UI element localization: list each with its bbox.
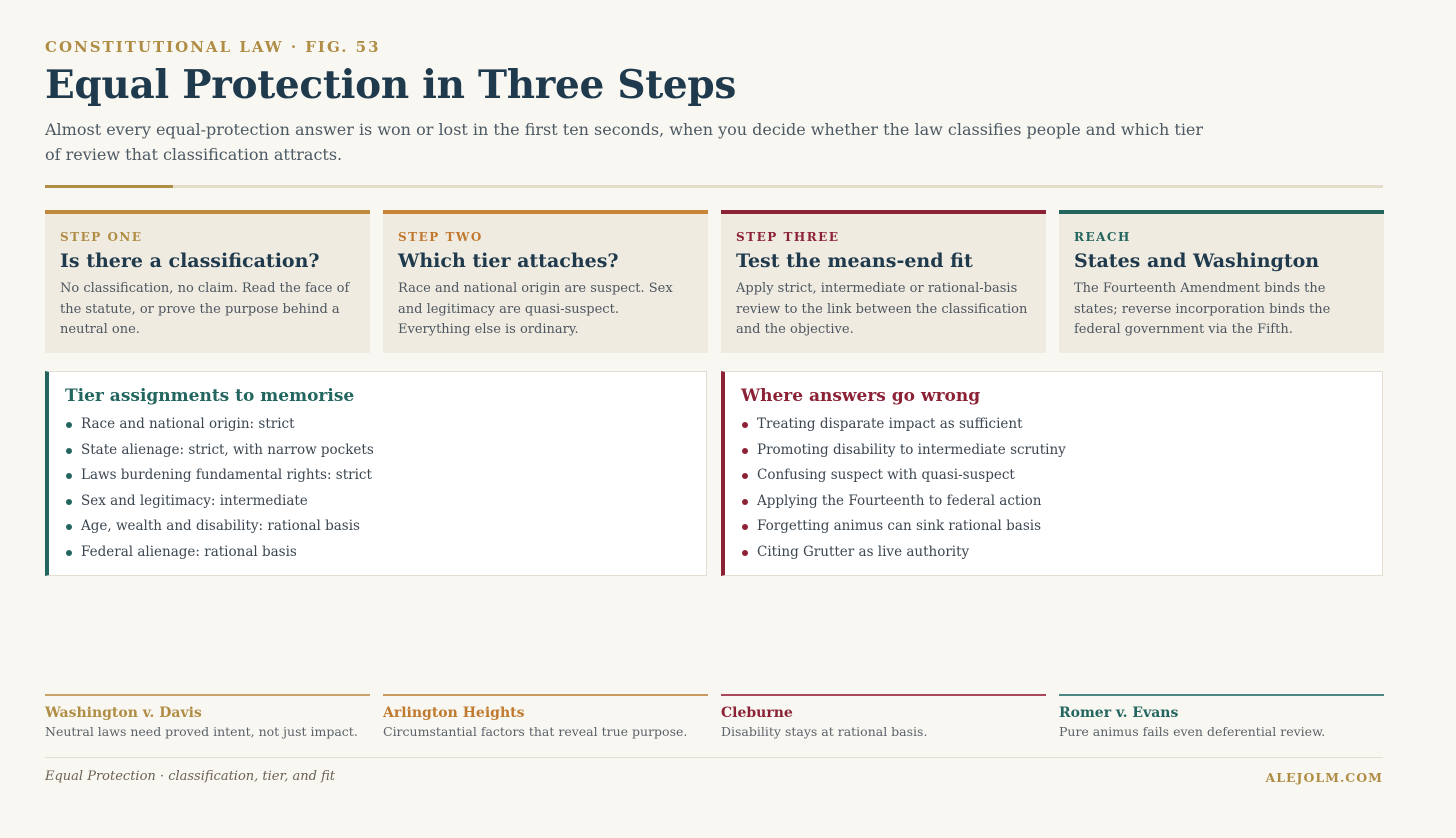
footer-divider — [45, 757, 1383, 758]
footer-caption: Equal Protection · classification, tier, and fit — [45, 769, 336, 784]
list-item: Race and national origin: strict — [65, 412, 690, 438]
divider-accent — [45, 185, 173, 188]
tier-assignments-panel — [45, 371, 707, 576]
list-item: Age, wealth and disability: rational basis — [65, 514, 690, 540]
step-label: STEP THREE — [736, 230, 840, 244]
list-item: Treating disparate impact as sufficient — [741, 412, 1366, 438]
common-errors-panel — [721, 371, 1383, 576]
list-item: State alienage: strict, with narrow pockets — [65, 438, 690, 464]
case-name: Romer v. Evans — [1059, 705, 1179, 721]
step-title: Which tier attaches? — [398, 250, 619, 272]
step-title: Test the means-end fit — [736, 250, 973, 272]
case-note: Disability stays at rational basis. — [721, 724, 928, 739]
case-note: Circumstantial factors that reveal true purpose. — [383, 724, 688, 739]
step-card-two — [383, 210, 708, 353]
step-title: Is there a classification? — [60, 250, 320, 272]
page-title: Equal Protection in Three Steps — [45, 62, 737, 108]
case-name: Cleburne — [721, 705, 793, 721]
case-card — [45, 694, 370, 739]
case-note: Pure animus fails even deferential review. — [1059, 724, 1326, 739]
errors-list — [741, 412, 1366, 565]
list-item: Federal alienage: rational basis — [65, 540, 690, 566]
step-body: No classification, no claim. Read the face of the statute, or prove the purpose behind a neutral one. — [60, 281, 350, 337]
step-label: STEP TWO — [398, 230, 483, 244]
step-title: States and Washington — [1074, 250, 1320, 272]
page-subtitle: Almost every equal-protection answer is won or lost in the first ten seconds, when you decide whether the law classifies people and which tier of review that classification attracts. — [45, 120, 1204, 164]
step-label: REACH — [1074, 230, 1131, 244]
eyebrow: CONSTITUTIONAL LAW · FIG. 53 — [45, 38, 381, 56]
case-card — [721, 694, 1046, 739]
case-card — [383, 694, 708, 739]
case-card — [1059, 694, 1384, 739]
list-item: Promoting disability to intermediate scrutiny — [741, 438, 1366, 464]
step-card-three — [721, 210, 1046, 353]
divider-rule — [45, 185, 1383, 188]
step-body: Apply strict, intermediate or rational-basis review to the link between the classification and the objective. — [736, 281, 1028, 337]
step-label: STEP ONE — [60, 230, 143, 244]
case-note: Neutral laws need proved intent, not just impact. — [45, 724, 358, 739]
panel-title: Where answers go wrong — [741, 386, 981, 406]
list-item: Laws burdening fundamental rights: strict — [65, 463, 690, 489]
list-item: Forgetting animus can sink rational basis — [741, 514, 1366, 540]
list-item: Sex and legitimacy: intermediate — [65, 489, 690, 515]
list-item: Citing Grutter as live authority — [741, 540, 1366, 566]
case-name: Arlington Heights — [383, 705, 525, 721]
tier-list — [65, 412, 690, 565]
list-item: Confusing suspect with quasi-suspect — [741, 463, 1366, 489]
step-card-reach — [1059, 210, 1384, 353]
list-item: Applying the Fourteenth to federal action — [741, 489, 1366, 515]
step-card-one — [45, 210, 370, 353]
footer-site-link[interactable]: ALEJOLM.COM — [1265, 770, 1383, 785]
step-body: The Fourteenth Amendment binds the states; reverse incorporation binds the federal government via the Fifth. — [1074, 281, 1331, 337]
steps-row — [45, 210, 1383, 353]
step-body: Race and national origin are suspect. Sex and legitimacy are quasi-suspect. Everything else is ordinary. — [398, 281, 673, 337]
case-name: Washington v. Davis — [45, 705, 202, 721]
panel-title: Tier assignments to memorise — [65, 386, 355, 406]
